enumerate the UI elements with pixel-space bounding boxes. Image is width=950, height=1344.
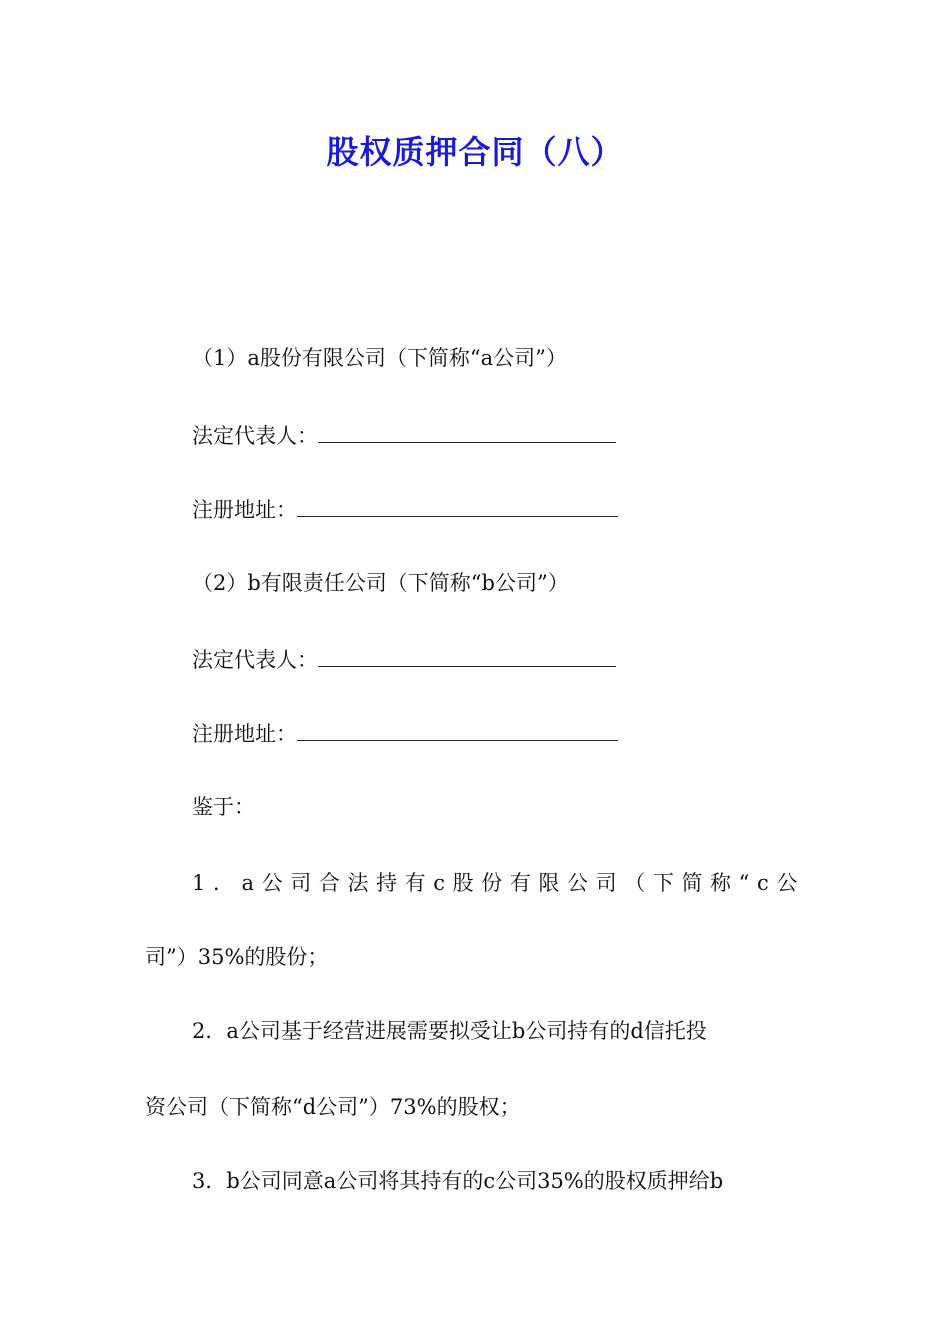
clause-2-line-2: 资公司（下简称“d公司”）73%的股权； [145, 1095, 521, 1119]
page-title: 股权质押合同（八） [326, 133, 624, 171]
party-b-address-blank [297, 718, 618, 741]
party-b-address-row [192, 718, 618, 749]
party-a-address-blank [297, 494, 618, 517]
clause-3-line-1: 3．b公司同意a公司将其持有的c公司35%的股权质押给b [192, 1169, 724, 1193]
clause-1-line-2: 司”）35%的股份； [145, 945, 329, 969]
party-a-legal-rep-row [192, 420, 616, 451]
party-b-legal-rep-row [192, 644, 616, 675]
party-a-heading: （1）a股份有限公司（下简称“a公司”） [192, 346, 567, 370]
clause-2-line-1: 2．a公司基于经营进展需要拟受让b公司持有的d信托投 [192, 1019, 707, 1043]
party-b-heading: （2）b有限责任公司（下简称“b公司”） [192, 571, 569, 595]
party-a-legal-rep-blank [318, 420, 616, 443]
party-a-legal-rep-label: 法定代表人： [192, 424, 318, 448]
clause-1-line-1: 1．a公司合法持有c股份有限公司（下简称“c公 [192, 871, 805, 895]
party-a-address-label: 注册地址： [192, 498, 297, 522]
whereas-label: 鉴于： [192, 795, 255, 819]
party-b-legal-rep-label: 法定代表人： [192, 648, 318, 672]
party-b-legal-rep-blank [318, 644, 616, 667]
party-b-address-label: 注册地址： [192, 722, 297, 746]
party-a-address-row [192, 494, 618, 525]
